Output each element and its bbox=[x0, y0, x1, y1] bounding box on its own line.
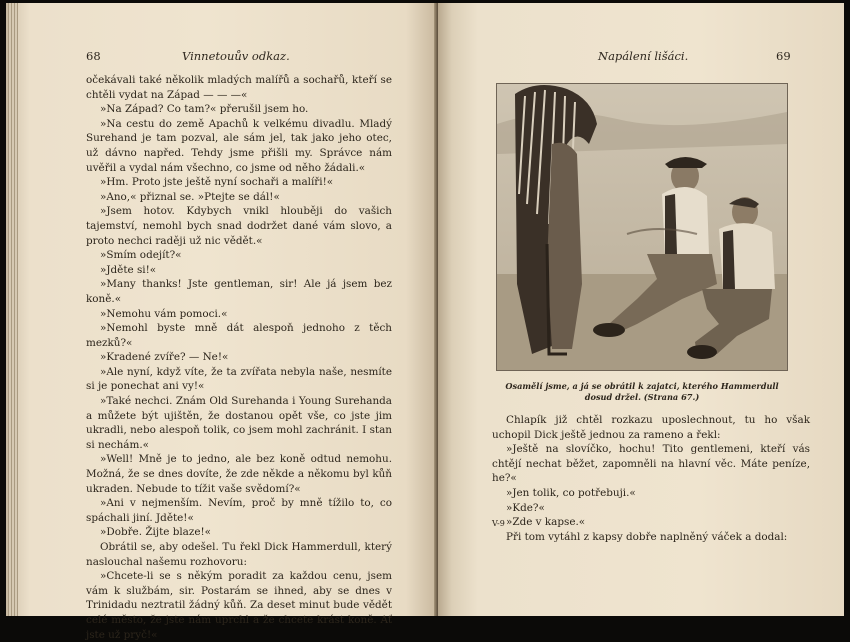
right-page bbox=[438, 3, 844, 616]
left-page-number: 68 bbox=[86, 49, 101, 63]
paragraph: »Zde v kapse.« bbox=[506, 516, 586, 529]
paragraph: Obrátil se, aby odešel. Tu řekl Dick Hammerdull, který naslouchal našemu rozhovoru: bbox=[86, 541, 392, 568]
paragraph: »Many thanks! Jste gentleman, sir! Ale já jsem bez koně.« bbox=[86, 278, 392, 305]
left-running-head: Vinnetouův odkaz. bbox=[182, 49, 290, 63]
paragraph: Při tom vytáhl z kapsy dobře naplněný váček a dodal: bbox=[506, 530, 788, 543]
paragraph: »Chcete-li se s někým poradit za každou cenu, jsem vám k službám, sir. Postarám se ihned, aby se dnes v Trinidadu neztratil žádný kůň. Za deset minut bude vědět celé město, že jste nám uprchl a že chcete krást koně. Ať jste už pryč!« bbox=[86, 570, 392, 641]
right-page-number: 69 bbox=[776, 49, 791, 63]
illustration-caption: Osamělí jsme, a já se obrátil k zajatci, kterého Hammerdull dosud držel. (Strana 67.) bbox=[505, 381, 779, 402]
paragraph: »Ani v nejmenším. Nevím, proč by mně tížilo to, co spáchali jiní. Jděte!« bbox=[86, 497, 392, 524]
paragraph: »Ale nyní, když víte, že ta zvířata nebyla naše, nesmíte si je ponechat ani vy!« bbox=[86, 365, 392, 393]
left-page bbox=[6, 3, 436, 641]
illustration-drawing bbox=[497, 84, 787, 370]
paragraph: »Ještě na slovíčko, hochu! Tito gentlemeni, kteří vás chtějí nechat běžet, zapomněli na hlavní věc. Máte peníze, he?« bbox=[492, 443, 810, 485]
paragraph: »Kde?« bbox=[506, 501, 545, 514]
paragraph: »Ano,« přiznal se. »Ptejte se dál!« bbox=[100, 190, 280, 203]
paragraph: »Smím odejít?« bbox=[100, 249, 182, 262]
left-body-text bbox=[86, 73, 392, 642]
right-running-head: Napálení lišáci. bbox=[598, 49, 689, 63]
paragraph: »Hm. Proto jste ještě nyní sochaři a malíři!« bbox=[100, 176, 334, 189]
paragraph: Chlapík již chtěl rozkazu uposlechnout, tu ho však uchopil Dick ještě jednou za rameno a řekl: bbox=[492, 414, 810, 441]
paragraph: »Na cestu do země Apachů k velkému divadlu. Mladý Surehand je tam pozval, ale sám jel, tak jako jeho otec, už dávno napřed. Tehdy jsme přišli my. Správce nám uvěřil a vydal nám všechno, co jsme od něho žádali.« bbox=[86, 117, 392, 174]
paragraph: »Nemohl byste mně dát alespoň jednoho z těch mezků?« bbox=[86, 322, 392, 349]
paragraph: »Také nechci. Znám Old Surehanda i Young Surehanda a můžete být ujištěn, že dostanou opět vše, co jste jim ukradli, nebo alespoň tolik, co jsem mohl zachránit. I stan si nechám.« bbox=[86, 395, 392, 451]
printer-signature: V-9 bbox=[492, 519, 505, 528]
paragraph: »Nemohu vám pomoci.« bbox=[100, 307, 228, 320]
paragraph: »Na Západ? Co tam?« přerušil jsem ho. bbox=[100, 103, 309, 116]
right-body-text bbox=[492, 413, 810, 544]
paragraph: »Jděte si!« bbox=[100, 263, 157, 276]
paragraph: »Jsem hotov. Kdybych vnikl hlouběji do vašich tajemství, nemohl bych snad dodržet dané vám slovo, a proto nechci raději už nic vědět.« bbox=[86, 205, 392, 247]
book-spread bbox=[6, 3, 844, 641]
paragraph: »Kradené zvíře? — Ne!« bbox=[100, 351, 229, 364]
paragraph: »Jen tolik, co potřebuji.« bbox=[506, 486, 636, 499]
paragraph: »Well! Mně je to jedno, ale bez koně odtud nemohu. Možná, že se dnes dovíte, že zde někde a někomu byl kůň ukraden. Nebude to tížit vaše svědomí?« bbox=[86, 453, 392, 495]
page-edge bbox=[8, 3, 18, 616]
paragraph: očekávali také několik mladých malířů a sochařů, kteří se chtěli vydat na Západ — — —« bbox=[86, 74, 392, 101]
paragraph: »Dobře. Žijte blaze!« bbox=[100, 526, 212, 539]
illustration bbox=[496, 83, 788, 371]
